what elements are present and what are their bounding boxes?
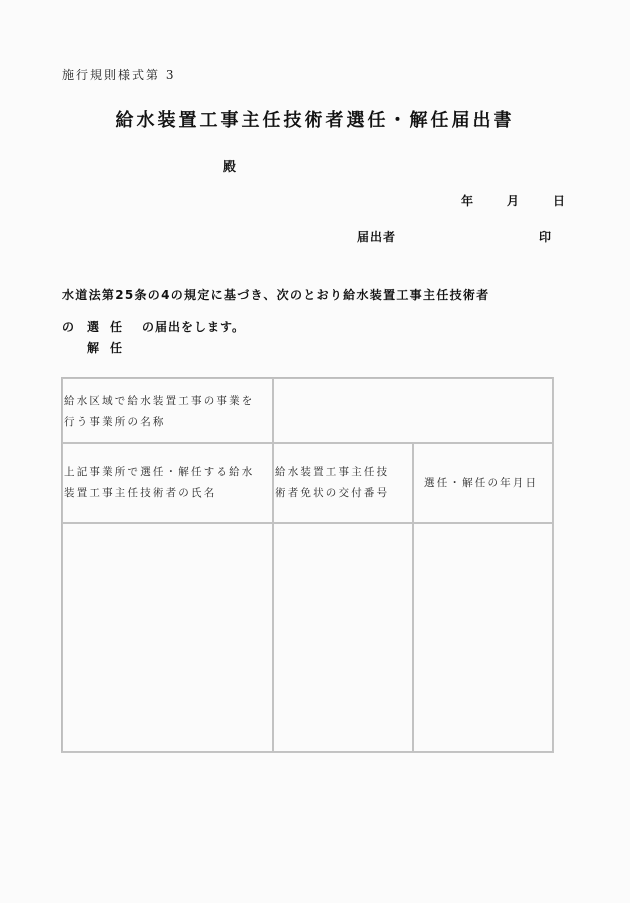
header-license-number-line1: 給水装置工事主任技 [275, 466, 390, 478]
choice-dismiss[interactable]: 解任 [87, 341, 134, 355]
date-year-label: 年 [461, 194, 474, 208]
office-name-field[interactable] [273, 378, 553, 443]
body-statement-prefix: の [62, 320, 75, 334]
header-appointment-date-text: 選任・解任の年月日 [424, 477, 539, 489]
date-day-label: 日 [553, 194, 566, 208]
office-name-label-cell [62, 378, 273, 443]
office-name-label-line2: 行う事業所の名称 [64, 416, 166, 428]
header-technician-name-line1: 上記事業所で選任・解任する給水 [64, 466, 255, 478]
header-license-number [273, 443, 413, 523]
body-statement-suffix: の届出をします。 [142, 320, 246, 334]
document-title: 給水装置工事主任技術者選任・解任届出書 [115, 110, 515, 131]
office-name-label-line1: 給水区域で給水装置工事の事業を [64, 395, 255, 407]
form-number: 施行規則様式第 3 [62, 68, 176, 82]
body-statement-line1: 水道法第25条の4の規定に基づき、次のとおり給水装置工事主任技術者 [62, 288, 490, 302]
header-technician-name-line2: 装置工事主任技術者の氏名 [64, 487, 217, 499]
notification-table [61, 377, 554, 753]
header-appointment-date [413, 443, 553, 523]
license-number-field[interactable] [273, 523, 413, 752]
seal-mark: 印 [539, 230, 552, 244]
technician-name-field[interactable] [62, 523, 273, 752]
applicant-label: 届出者 [357, 230, 397, 244]
date-month-label: 月 [507, 194, 520, 208]
header-technician-name [62, 443, 273, 523]
addressee-honorific: 殿 [223, 160, 237, 175]
header-license-number-line2: 術者免状の交付番号 [275, 487, 390, 499]
appointment-date-field[interactable] [413, 523, 553, 752]
choice-appoint[interactable]: 選任 [87, 320, 134, 334]
